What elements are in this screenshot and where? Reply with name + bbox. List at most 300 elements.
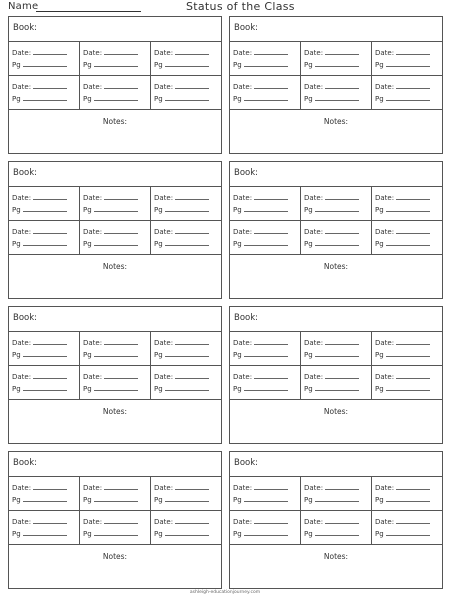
- page-input-line[interactable]: [315, 535, 359, 536]
- book-label: Book:: [234, 313, 259, 323]
- entry-cell[interactable]: [230, 366, 301, 399]
- date-label: Date:: [375, 484, 395, 492]
- date-input-line[interactable]: [254, 378, 288, 379]
- book-label: Book:: [13, 458, 38, 468]
- page-input-line[interactable]: [315, 356, 359, 357]
- entry-cell[interactable]: [80, 511, 151, 544]
- entry-cell[interactable]: [372, 366, 442, 399]
- book-label: Book:: [234, 458, 259, 468]
- page-label: Pg: [375, 61, 384, 69]
- date-input-line[interactable]: [254, 54, 288, 55]
- entry-row: [9, 221, 221, 255]
- page-label: Pg: [233, 95, 242, 103]
- date-label: Date:: [375, 49, 395, 57]
- page-label: Pg: [233, 61, 242, 69]
- page-input-line[interactable]: [244, 211, 288, 212]
- entry-row: [230, 511, 442, 545]
- page-label: Pg: [233, 496, 242, 504]
- date-label: Date:: [233, 339, 253, 347]
- page-label: Pg: [12, 530, 21, 538]
- date-label: Date:: [304, 194, 324, 202]
- entry-row: [230, 366, 442, 400]
- date-input-line[interactable]: [33, 54, 67, 55]
- date-label: Date:: [304, 83, 324, 91]
- date-input-line[interactable]: [175, 54, 209, 55]
- page-input-line[interactable]: [23, 535, 67, 536]
- date-label: Date:: [83, 518, 103, 526]
- page-input-line[interactable]: [386, 501, 430, 502]
- date-label: Date:: [12, 228, 32, 236]
- page-input-line[interactable]: [165, 100, 209, 101]
- status-card: [8, 451, 222, 589]
- page-label: Pg: [375, 385, 384, 393]
- date-input-line[interactable]: [325, 88, 359, 89]
- date-label: Date:: [12, 339, 32, 347]
- date-label: Date:: [83, 49, 103, 57]
- entry-cell[interactable]: [301, 332, 372, 365]
- page-label: Pg: [233, 240, 242, 248]
- date-input-line[interactable]: [175, 378, 209, 379]
- date-label: Date:: [304, 373, 324, 381]
- page-label: Pg: [304, 351, 313, 359]
- entry-cell[interactable]: [372, 76, 442, 109]
- entry-cell[interactable]: [301, 477, 372, 510]
- date-label: Date:: [83, 228, 103, 236]
- page-label: Pg: [233, 385, 242, 393]
- date-input-line[interactable]: [104, 88, 138, 89]
- date-label: Date:: [83, 373, 103, 381]
- page-input-line[interactable]: [244, 501, 288, 502]
- entry-row: [230, 187, 442, 221]
- date-input-line[interactable]: [104, 378, 138, 379]
- page-label: Pg: [375, 206, 384, 214]
- notes-label: Notes:: [323, 262, 349, 271]
- page-input-line[interactable]: [386, 390, 430, 391]
- entry-cell[interactable]: [230, 511, 301, 544]
- page-label: Pg: [154, 530, 163, 538]
- status-card: [229, 161, 443, 299]
- date-label: Date:: [375, 228, 395, 236]
- book-label: Book:: [13, 23, 38, 33]
- page-input-line[interactable]: [386, 66, 430, 67]
- date-input-line[interactable]: [104, 344, 138, 345]
- date-label: Date:: [83, 339, 103, 347]
- status-card: [8, 161, 222, 299]
- page-input-line[interactable]: [23, 390, 67, 391]
- notes-area[interactable]: [9, 110, 221, 126]
- page-label: Pg: [12, 351, 21, 359]
- date-input-line[interactable]: [325, 523, 359, 524]
- page-label: Pg: [83, 351, 92, 359]
- date-input-line[interactable]: [325, 344, 359, 345]
- page-label: Pg: [304, 385, 313, 393]
- status-card-grid: [8, 16, 444, 592]
- page-input-line[interactable]: [94, 535, 138, 536]
- page-input-line[interactable]: [315, 390, 359, 391]
- notes-area[interactable]: [9, 545, 221, 561]
- entry-cell[interactable]: [301, 221, 372, 254]
- date-label: Date:: [304, 49, 324, 57]
- entry-cell[interactable]: [230, 221, 301, 254]
- page-label: Pg: [375, 530, 384, 538]
- date-label: Date:: [233, 373, 253, 381]
- date-input-line[interactable]: [175, 489, 209, 490]
- page-input-line[interactable]: [94, 501, 138, 502]
- date-input-line[interactable]: [104, 233, 138, 234]
- date-input-line[interactable]: [104, 523, 138, 524]
- page-input-line[interactable]: [23, 501, 67, 502]
- page-input-line[interactable]: [165, 245, 209, 246]
- page-input-line[interactable]: [244, 245, 288, 246]
- date-label: Date:: [233, 194, 253, 202]
- page-input-line[interactable]: [94, 245, 138, 246]
- entry-row: [230, 332, 442, 366]
- date-input-line[interactable]: [325, 233, 359, 234]
- page-label: Pg: [154, 206, 163, 214]
- page-label: Pg: [154, 385, 163, 393]
- entry-cell[interactable]: [80, 366, 151, 399]
- page-input-line[interactable]: [94, 66, 138, 67]
- date-label: Date:: [233, 49, 253, 57]
- entry-cell[interactable]: [372, 221, 442, 254]
- entry-cell[interactable]: [301, 76, 372, 109]
- entry-cell[interactable]: [230, 42, 301, 75]
- book-field[interactable]: [230, 162, 442, 187]
- date-input-line[interactable]: [325, 199, 359, 200]
- page-label: Pg: [154, 95, 163, 103]
- date-input-line[interactable]: [396, 54, 430, 55]
- date-input-line[interactable]: [325, 378, 359, 379]
- date-input-line[interactable]: [104, 199, 138, 200]
- page-input-line[interactable]: [244, 66, 288, 67]
- notes-label: Notes:: [323, 552, 349, 561]
- page-input-line[interactable]: [315, 211, 359, 212]
- page-label: Pg: [304, 496, 313, 504]
- notes-area[interactable]: [9, 400, 221, 416]
- page-label: Pg: [233, 206, 242, 214]
- notes-area[interactable]: [9, 255, 221, 271]
- date-input-line[interactable]: [104, 489, 138, 490]
- page-label: Pg: [375, 496, 384, 504]
- entry-row: [230, 76, 442, 110]
- page-label: Pg: [83, 385, 92, 393]
- date-label: Date:: [12, 83, 32, 91]
- page-input-line[interactable]: [165, 356, 209, 357]
- page-label: Pg: [375, 240, 384, 248]
- page-label: Pg: [233, 351, 242, 359]
- book-field[interactable]: [230, 17, 442, 42]
- book-field[interactable]: [9, 17, 221, 42]
- page-input-line[interactable]: [23, 211, 67, 212]
- notes-area[interactable]: [230, 545, 442, 561]
- entry-row: [9, 366, 221, 400]
- status-card: [229, 451, 443, 589]
- entry-row: [9, 332, 221, 366]
- page-label: Pg: [304, 530, 313, 538]
- page-label: Pg: [304, 61, 313, 69]
- entry-cell[interactable]: [230, 332, 301, 365]
- notes-label: Notes:: [323, 117, 349, 126]
- date-input-line[interactable]: [175, 88, 209, 89]
- date-label: Date:: [154, 484, 174, 492]
- entry-row: [230, 42, 442, 76]
- entry-cell[interactable]: [9, 366, 80, 399]
- page-input-line[interactable]: [94, 100, 138, 101]
- book-label: Book:: [234, 23, 259, 33]
- entry-cell[interactable]: [151, 366, 221, 399]
- notes-area[interactable]: [230, 110, 442, 126]
- date-input-line[interactable]: [396, 199, 430, 200]
- entry-cell[interactable]: [151, 187, 221, 220]
- page-title: Status of the Class: [186, 0, 295, 13]
- date-input-line[interactable]: [33, 233, 67, 234]
- entry-cell[interactable]: [230, 477, 301, 510]
- page-label: Pg: [83, 240, 92, 248]
- entry-cell[interactable]: [9, 332, 80, 365]
- book-field[interactable]: [230, 307, 442, 332]
- date-label: Date:: [233, 484, 253, 492]
- entry-cell[interactable]: [9, 511, 80, 544]
- page-label: Pg: [12, 385, 21, 393]
- notes-label: Notes:: [102, 407, 128, 416]
- date-input-line[interactable]: [396, 233, 430, 234]
- page-label: Pg: [83, 530, 92, 538]
- book-field[interactable]: [9, 162, 221, 187]
- date-label: Date:: [154, 518, 174, 526]
- book-label: Book:: [234, 168, 259, 178]
- book-label: Book:: [13, 168, 38, 178]
- date-label: Date:: [154, 83, 174, 91]
- page-label: Pg: [375, 351, 384, 359]
- entry-cell[interactable]: [80, 332, 151, 365]
- book-field[interactable]: [9, 452, 221, 477]
- date-label: Date:: [233, 228, 253, 236]
- entry-row: [9, 187, 221, 221]
- date-label: Date:: [154, 49, 174, 57]
- entry-row: [230, 221, 442, 255]
- page-input-line[interactable]: [315, 501, 359, 502]
- page-label: Pg: [375, 95, 384, 103]
- page-label: Pg: [12, 496, 21, 504]
- date-input-line[interactable]: [396, 88, 430, 89]
- date-input-line[interactable]: [254, 344, 288, 345]
- page-input-line[interactable]: [244, 100, 288, 101]
- date-label: Date:: [12, 49, 32, 57]
- date-input-line[interactable]: [325, 489, 359, 490]
- date-input-line[interactable]: [33, 489, 67, 490]
- page-label: Pg: [154, 240, 163, 248]
- date-input-line[interactable]: [33, 199, 67, 200]
- notes-label: Notes:: [102, 552, 128, 561]
- status-card: [229, 16, 443, 154]
- entry-cell[interactable]: [80, 187, 151, 220]
- page-input-line[interactable]: [244, 390, 288, 391]
- page-input-line[interactable]: [23, 100, 67, 101]
- date-label: Date:: [304, 518, 324, 526]
- entry-cell[interactable]: [80, 76, 151, 109]
- page-input-line[interactable]: [23, 245, 67, 246]
- page-header: [0, 0, 450, 14]
- entry-cell[interactable]: [9, 76, 80, 109]
- entry-cell[interactable]: [9, 221, 80, 254]
- page-input-line[interactable]: [244, 356, 288, 357]
- page-label: Pg: [154, 351, 163, 359]
- entry-row: [230, 477, 442, 511]
- page-input-line[interactable]: [386, 211, 430, 212]
- date-input-line[interactable]: [325, 54, 359, 55]
- entry-cell[interactable]: [151, 511, 221, 544]
- date-label: Date:: [375, 518, 395, 526]
- entry-cell[interactable]: [151, 42, 221, 75]
- notes-label: Notes:: [102, 262, 128, 271]
- date-input-line[interactable]: [175, 199, 209, 200]
- date-input-line[interactable]: [396, 344, 430, 345]
- entry-cell[interactable]: [151, 477, 221, 510]
- date-label: Date:: [83, 484, 103, 492]
- date-label: Date:: [154, 194, 174, 202]
- date-input-line[interactable]: [254, 199, 288, 200]
- page-label: Pg: [12, 240, 21, 248]
- page-input-line[interactable]: [23, 356, 67, 357]
- date-label: Date:: [375, 339, 395, 347]
- page-input-line[interactable]: [315, 245, 359, 246]
- date-label: Date:: [154, 228, 174, 236]
- date-input-line[interactable]: [396, 378, 430, 379]
- status-card: [8, 306, 222, 444]
- date-label: Date:: [304, 484, 324, 492]
- entry-cell[interactable]: [301, 42, 372, 75]
- page-input-line[interactable]: [165, 66, 209, 67]
- page-input-line[interactable]: [386, 100, 430, 101]
- entry-cell[interactable]: [151, 221, 221, 254]
- entry-cell[interactable]: [9, 187, 80, 220]
- page-label: Pg: [304, 206, 313, 214]
- page-label: Pg: [304, 240, 313, 248]
- date-input-line[interactable]: [175, 344, 209, 345]
- page-input-line[interactable]: [315, 66, 359, 67]
- date-label: Date:: [12, 484, 32, 492]
- page-label: Pg: [83, 61, 92, 69]
- notes-area[interactable]: [230, 255, 442, 271]
- date-label: Date:: [83, 83, 103, 91]
- entry-cell[interactable]: [9, 477, 80, 510]
- page-label: Pg: [154, 496, 163, 504]
- date-input-line[interactable]: [33, 344, 67, 345]
- name-input-line[interactable]: [36, 11, 141, 12]
- date-label: Date:: [154, 373, 174, 381]
- date-label: Date:: [375, 194, 395, 202]
- notes-label: Notes:: [323, 407, 349, 416]
- page-label: Pg: [12, 95, 21, 103]
- entry-row: [9, 511, 221, 545]
- page-label: Pg: [12, 206, 21, 214]
- date-input-line[interactable]: [254, 233, 288, 234]
- notes-area[interactable]: [230, 400, 442, 416]
- page-input-line[interactable]: [23, 66, 67, 67]
- footer-credit: ashleigh-educationjourney.com: [189, 590, 261, 595]
- entry-cell[interactable]: [80, 42, 151, 75]
- status-card: [8, 16, 222, 154]
- date-label: Date:: [304, 228, 324, 236]
- date-label: Date:: [12, 518, 32, 526]
- entry-cell[interactable]: [9, 42, 80, 75]
- page-label: Pg: [83, 206, 92, 214]
- date-input-line[interactable]: [33, 523, 67, 524]
- page-input-line[interactable]: [94, 211, 138, 212]
- page-input-line[interactable]: [386, 535, 430, 536]
- name-label: Name: [8, 1, 39, 12]
- notes-label: Notes:: [102, 117, 128, 126]
- entry-cell[interactable]: [151, 76, 221, 109]
- entry-cell[interactable]: [372, 332, 442, 365]
- page-input-line[interactable]: [94, 356, 138, 357]
- date-label: Date:: [12, 194, 32, 202]
- book-label: Book:: [13, 313, 38, 323]
- page-label: Pg: [83, 496, 92, 504]
- entry-cell[interactable]: [80, 221, 151, 254]
- date-label: Date:: [233, 518, 253, 526]
- page-input-line[interactable]: [165, 211, 209, 212]
- page-label: Pg: [12, 61, 21, 69]
- date-input-line[interactable]: [33, 378, 67, 379]
- date-input-line[interactable]: [254, 523, 288, 524]
- date-input-line[interactable]: [396, 523, 430, 524]
- date-label: Date:: [83, 194, 103, 202]
- entry-cell[interactable]: [230, 76, 301, 109]
- status-card: [229, 306, 443, 444]
- page-input-line[interactable]: [386, 356, 430, 357]
- date-input-line[interactable]: [175, 233, 209, 234]
- page-input-line[interactable]: [165, 390, 209, 391]
- entry-cell[interactable]: [80, 477, 151, 510]
- page-label: Pg: [233, 530, 242, 538]
- entry-cell[interactable]: [230, 187, 301, 220]
- page-input-line[interactable]: [315, 100, 359, 101]
- page-input-line[interactable]: [94, 390, 138, 391]
- entry-cell[interactable]: [301, 187, 372, 220]
- date-label: Date:: [233, 83, 253, 91]
- date-label: Date:: [12, 373, 32, 381]
- date-label: Date:: [154, 339, 174, 347]
- page-input-line[interactable]: [165, 501, 209, 502]
- date-label: Date:: [304, 339, 324, 347]
- entry-cell[interactable]: [301, 511, 372, 544]
- date-input-line[interactable]: [33, 88, 67, 89]
- date-input-line[interactable]: [254, 489, 288, 490]
- entry-cell[interactable]: [372, 477, 442, 510]
- entry-cell[interactable]: [151, 332, 221, 365]
- entry-cell[interactable]: [372, 42, 442, 75]
- entry-row: [9, 477, 221, 511]
- page-input-line[interactable]: [386, 245, 430, 246]
- date-label: Date:: [375, 83, 395, 91]
- date-input-line[interactable]: [254, 88, 288, 89]
- date-input-line[interactable]: [104, 54, 138, 55]
- page-label: Pg: [83, 95, 92, 103]
- page-label: Pg: [304, 95, 313, 103]
- entry-row: [9, 76, 221, 110]
- book-field[interactable]: [9, 307, 221, 332]
- page-input-line[interactable]: [244, 535, 288, 536]
- entry-cell[interactable]: [372, 511, 442, 544]
- date-input-line[interactable]: [396, 489, 430, 490]
- entry-cell[interactable]: [301, 366, 372, 399]
- date-label: Date:: [375, 373, 395, 381]
- book-field[interactable]: [230, 452, 442, 477]
- date-input-line[interactable]: [175, 523, 209, 524]
- entry-cell[interactable]: [372, 187, 442, 220]
- page-input-line[interactable]: [165, 535, 209, 536]
